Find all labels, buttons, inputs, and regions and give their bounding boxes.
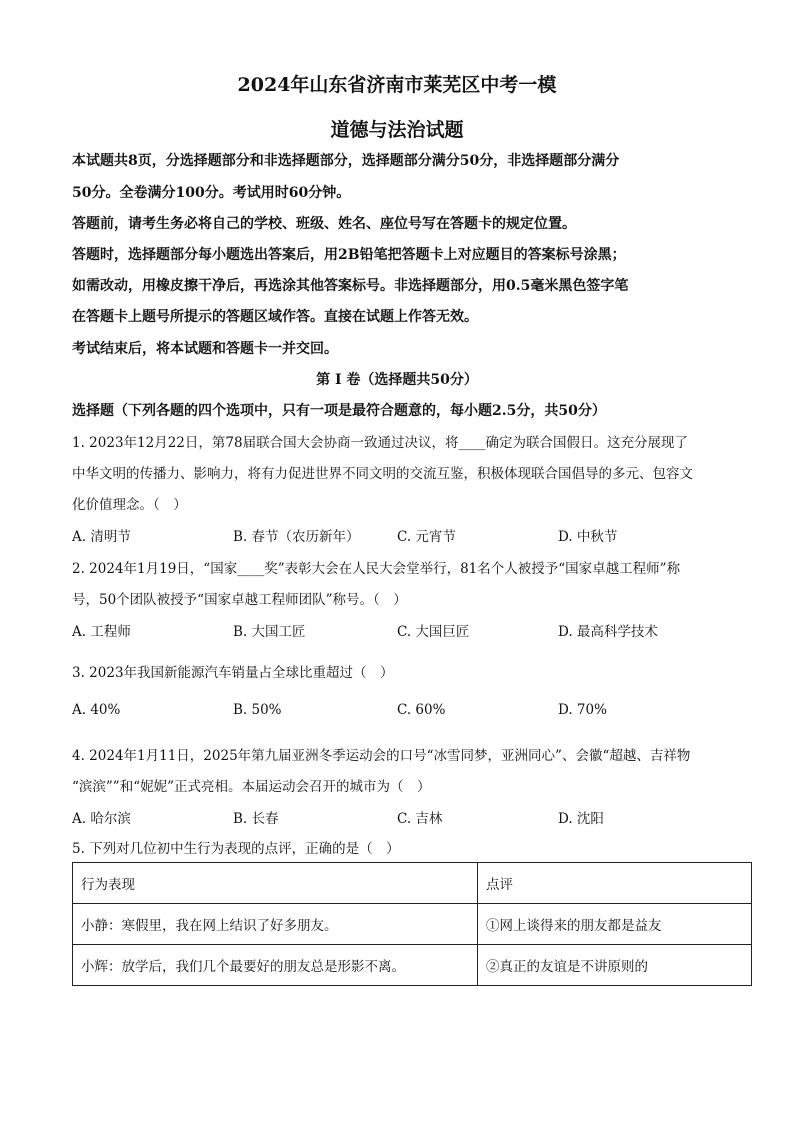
instruction-line: 50分。全卷满分100分。考试用时60分钟。 [72, 185, 351, 201]
question-2-line: 2. 2024年1月19日，“国家____奖”表彰大会在人民大会堂举行，81名个人被授予“国家卓越工程师”称 [72, 561, 681, 577]
table-row [73, 945, 752, 986]
question-2-option-c: C. 大国巨匠 [397, 624, 470, 640]
table-header-row [73, 863, 752, 904]
instruction-line: 在答题卡上题号所提示的答题区域作答。直接在试题上作答无效。 [72, 309, 478, 325]
question-4-option-b: B. 长春 [233, 811, 279, 827]
question-1-line: 1. 2023年12月22日，第78届联合国大会协商一致通过决议，将____确定为联合国假日。这充分展现了 [72, 435, 689, 451]
table-cell: 小辉：放学后，我们几个最要好的朋友总是形影不离。 [73, 945, 478, 986]
instruction-line: 答题前，请考生务必将自己的学校、班级、姓名、座位号写在答题卡的规定位置。 [72, 216, 576, 232]
exam-subtitle: 道德与法治试题 [330, 119, 464, 141]
table-cell: ①网上谈得来的朋友都是益友 [478, 904, 752, 945]
question-2-line: 号，50个团队被授予“国家卓越工程师团队”称号。（ ） [72, 592, 407, 608]
section-title: 第 I 卷（选择题共50分） [316, 372, 478, 388]
behavior-comment-table [72, 862, 752, 986]
question-2-option-b: B. 大国工匠 [233, 624, 306, 640]
instruction-line: 答题时，选择题部分每小题选出答案后，用2B铅笔把答题卡上对应题目的答案标号涂黑； [72, 247, 626, 263]
question-5-line: 5. 下列对几位初中生行为表现的点评，正确的是（ ） [72, 841, 400, 857]
question-3-option-c: C. 60% [397, 702, 446, 718]
question-4-option-d: D. 沈阳 [558, 811, 604, 827]
question-1-option-c: C. 元宵节 [397, 529, 456, 545]
section-instruction: 选择题（下列各题的四个选项中，只有一项是最符合题意的，每小题2.5分，共50分） [72, 403, 606, 419]
question-1-option-a: A. 清明节 [72, 529, 131, 545]
question-1-option-b: B. 春节（农历新年） [233, 529, 360, 545]
instruction-line: 如需改动，用橡皮擦干净后，再选涂其他答案标号。非选择题部分，用0.5毫米黑色签字笔 [72, 278, 629, 294]
question-1-option-d: D. 中秋节 [558, 529, 618, 545]
table-cell: ②真正的友谊是不讲原则的 [478, 945, 752, 986]
question-4-option-a: A. 哈尔滨 [72, 811, 131, 827]
question-1-line: 化价值理念。（ ） [72, 497, 187, 513]
instruction-line: 本试题共8页，分选择题部分和非选择题部分，选择题部分满分50分，非选择题部分满分 [72, 153, 620, 169]
table-row [73, 904, 752, 945]
question-4-line: 4. 2024年1月11日，2025年第九届亚洲冬季运动会的口号“冰雪同梦，亚洲同心”、会徽“超越、吉祥物 [72, 748, 691, 764]
question-3-option-b: B. 50% [233, 702, 282, 718]
question-4-line: “滨滨””和“妮妮”正式亮相。本届运动会召开的城市为（ ） [72, 779, 431, 795]
instruction-line: 考试结束后，将本试题和答题卡一并交回。 [72, 341, 338, 357]
exam-title: 2024年山东省济南市莱芜区中考一模 [237, 74, 557, 96]
table-header-behavior: 行为表现 [73, 863, 478, 904]
question-3-line: 3. 2023年我国新能源汽车销量占全球比重超过（ ） [72, 665, 394, 681]
question-2-option-d: D. 最高科学技术 [558, 624, 658, 640]
question-3-option-a: A. 40% [72, 702, 121, 718]
table-cell: 小静：寒假里，我在网上结识了好多朋友。 [73, 904, 478, 945]
question-4-option-c: C. 吉林 [397, 811, 443, 827]
question-2-option-a: A. 工程师 [72, 624, 131, 640]
question-3-option-d: D. 70% [558, 702, 607, 718]
question-1-line: 中华文明的传播力、影响力，将有力促进世界不同文明的交流互鉴，积极体现联合国倡导的多元、包容文 [72, 466, 693, 482]
table-header-comment: 点评 [478, 863, 752, 904]
